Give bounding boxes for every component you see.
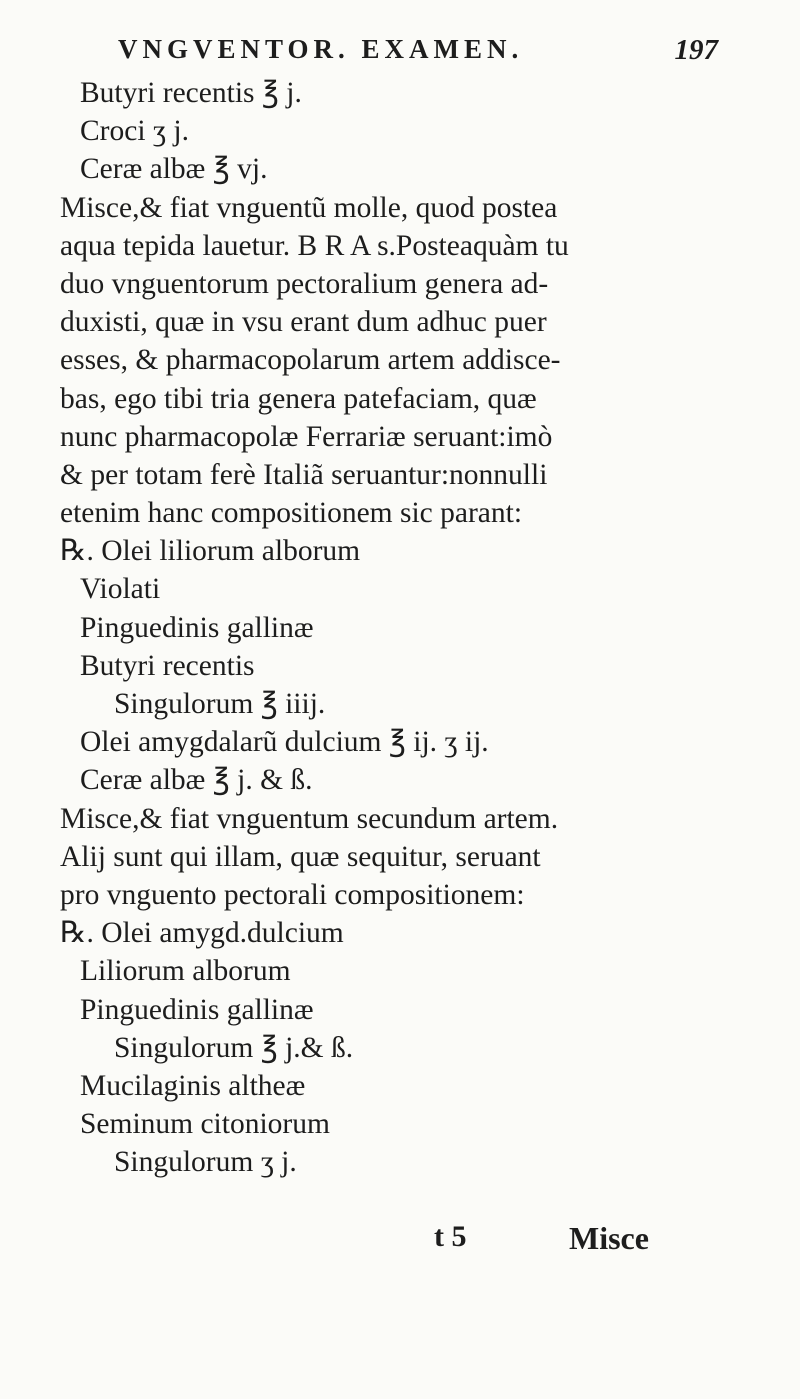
text-line: Olei amygdalarũ dulcium ℥ ij. ʒ ij. (80, 726, 489, 759)
text-line: Misce,& fiat vnguentũ molle, quod postea (60, 191, 558, 224)
page-footer (0, 1220, 800, 1270)
text-line: Singulorum ʒ j. (114, 1146, 297, 1179)
text-line: duo vnguentorum pectoralium genera ad- (60, 267, 549, 300)
text-line: aqua tepida lauetur. B R A s.Posteaquàm tu (60, 229, 569, 262)
running-head: VNGVENTOR. EXAMEN. (118, 34, 524, 64)
text-line: Butyri recentis ℥ j. (80, 77, 302, 109)
text-line: Singulorum ℥ j.& ß. (114, 1031, 354, 1064)
text-line: Misce,& fiat vnguentum secundum artem. (60, 802, 559, 835)
text-line: pro vnguento pectorali compositionem: (60, 878, 525, 911)
text-line: etenim hanc compositionem sic parant: (60, 497, 523, 530)
text-line: Mucilaginis altheæ (80, 1069, 306, 1102)
text-line: Seminum citoniorum (80, 1108, 330, 1141)
text-line: Pinguedinis gallinæ (80, 611, 314, 644)
page-number: 197 (674, 34, 718, 66)
text-line: nunc pharmacopolæ Ferrariæ seruant:imò (60, 420, 553, 453)
catchword: Misce (569, 1220, 649, 1256)
text-line: bas, ego tibi tria genera patefaciam, quæ (60, 382, 537, 415)
text-line: esses, & pharmacopolarum artem addisce- (60, 344, 561, 377)
text-line: Croci ʒ j. (80, 115, 189, 148)
text-line: Violati (80, 573, 161, 606)
page-header (118, 30, 718, 70)
text-line: & per totam ferè Italiã seruantur:nonnulli (60, 458, 548, 491)
text-line: ℞. Olei amygd.dulcium (60, 917, 344, 950)
text-line: Ceræ albæ ℥ vj. (80, 153, 268, 186)
text-line: Pinguedinis gallinæ (80, 993, 314, 1026)
text-line: Alij sunt qui illam, quæ sequitur, seruant (60, 840, 541, 873)
text-line: Liliorum alborum (80, 955, 291, 988)
text-line: Butyri recentis (80, 649, 255, 682)
text-block (60, 74, 710, 1181)
text-line: Singulorum ℥ iiij. (114, 688, 326, 720)
text-line: duxisti, quæ in vsu erant dum adhuc puer (60, 306, 547, 339)
text-line: Ceræ albæ ℥ j. & ß. (80, 764, 313, 797)
text-line: ℞. Olei liliorum alborum (60, 535, 361, 568)
signature-mark: t 5 (434, 1220, 467, 1253)
